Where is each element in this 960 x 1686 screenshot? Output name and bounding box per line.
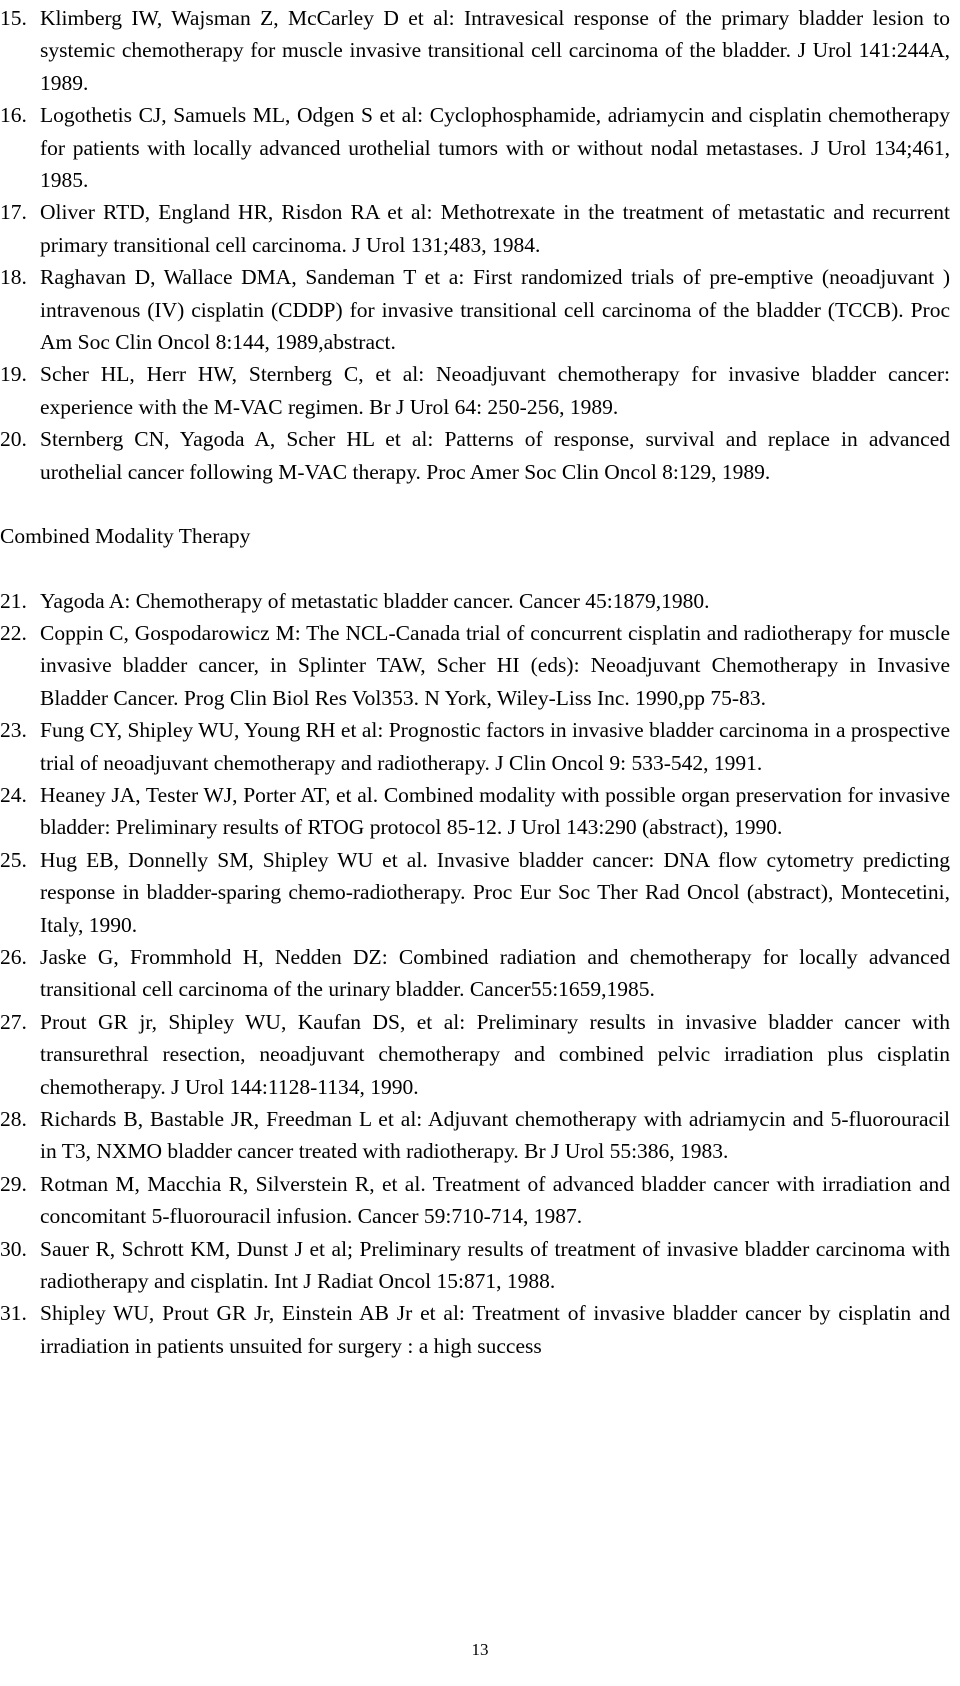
reference-text: Klimberg IW, Wajsman Z, McCarley D et al: Intravesical response of the primary bladder lesion to systemic chemotherapy for muscle invasive transitional cell carcinoma of the bladder. J Urol 141:244A, 1989. <box>40 6 950 95</box>
section-heading: Combined Modality Therapy <box>0 524 251 549</box>
reference-text: Yagoda A: Chemotherapy of metastatic bladder cancer. Cancer 45:1879,1980. <box>40 588 710 613</box>
reference-text: Richards B, Bastable JR, Freedman L et al: Adjuvant chemotherapy with adriamycin and 5-fluorouracil in T3, NXMO bladder cancer treated with radiotherapy. Br J Urol 55:386, 1983. <box>40 1107 950 1164</box>
reference-number: 15. <box>0 6 27 30</box>
reference-list-chemotherapy <box>0 2 960 488</box>
reference-item <box>0 196 960 261</box>
reference-item <box>0 617 960 714</box>
reference-item <box>0 261 960 358</box>
reference-item <box>0 844 960 941</box>
reference-number: 20. <box>0 427 27 452</box>
reference-number: 31. <box>0 1301 27 1326</box>
reference-text: Raghavan D, Wallace DMA, Sandeman T et a: First randomized trials of pre-emptive (neoadjuvant ) intravenous (IV) cisplatin (CDDP) for invasive transitional cell carcinoma of the bladder (TCCB). Proc Am Soc Clin Oncol 8:144, 1989,abstract. <box>40 265 950 355</box>
reference-number: 18. <box>0 265 27 290</box>
reference-list-combined-modality <box>0 585 960 1363</box>
reference-number: 19. <box>0 362 27 387</box>
reference-item <box>0 1297 960 1362</box>
reference-item <box>0 1006 960 1103</box>
reference-number: 22. <box>0 620 27 645</box>
reference-number: 17. <box>0 200 27 225</box>
reference-number: 29. <box>0 1171 27 1196</box>
reference-text: Jaske G, Frommhold H, Nedden DZ: Combined radiation and chemotherapy for locally advanced transitional cell carcinoma of the urinary bladder. Cancer55:1659,1985. <box>40 944 950 1002</box>
reference-item <box>0 423 960 488</box>
reference-item <box>0 99 960 196</box>
reference-text: Scher HL, Herr HW, Sternberg C, et al: Neoadjuvant chemotherapy for invasive bladder cancer: experience with the M-VAC regimen. Br J Urol 64: 250-256, 1989. <box>40 362 950 419</box>
reference-text: Heaney JA, Tester WJ, Porter AT, et al. Combined modality with possible organ preservation for invasive bladder: Preliminary results of RTOG protocol 85-12. J Urol 143:290 (abstract), 1990. <box>40 782 950 840</box>
reference-item <box>0 1233 960 1298</box>
reference-number: 23. <box>0 718 27 743</box>
reference-text: Logothetis CJ, Samuels ML, Odgen S et al: Cyclophosphamide, adriamycin and cisplatin chemotherapy for patients with locally advanced urothelial tumors with or without nodal metastases. J Urol 134;461, 1985. <box>40 103 950 193</box>
reference-item <box>0 358 960 423</box>
reference-text: Fung CY, Shipley WU, Young RH et al: Prognostic factors in invasive bladder carcinoma in a prospective trial of neoadjuvant chemotherapy and radiotherapy. J Clin Oncol 9: 533-542, 1991. <box>40 718 950 775</box>
reference-text: Sauer R, Schrott KM, Dunst J et al; Preliminary results of treatment of invasive bladder carcinoma with radiotherapy and cisplatin. Int J Radiat Oncol 15:871, 1988. <box>40 1236 950 1294</box>
reference-text: Coppin C, Gospodarowicz M: The NCL-Canada trial of concurrent cisplatin and radiotherapy for muscle invasive bladder cancer, in Splinter TAW, Scher HI (eds): Neoadjuvant Chemotherapy in Invasive Bladder Cancer. Prog Clin Biol Res Vol353. N York, Wiley-Liss Inc. 1990,pp 75-83. <box>40 620 950 710</box>
reference-text: Hug EB, Donnelly SM, Shipley WU et al. Invasive bladder cancer: DNA flow cytometry predicting response in bladder-sparing chemo-radiotherapy. Proc Eur Soc Ther Rad Oncol (abstract), Montecetini, Italy, 1990. <box>40 847 950 937</box>
reference-number: 25. <box>0 847 27 872</box>
reference-item <box>0 714 960 779</box>
reference-text: Rotman M, Macchia R, Silverstein R, et al. Treatment of advanced bladder cancer with irradiation and concomitant 5-fluorouracil infusion. Cancer 59:710-714, 1987. <box>40 1171 950 1229</box>
reference-item <box>0 1168 960 1233</box>
reference-item <box>0 1103 960 1168</box>
reference-item <box>0 2 960 99</box>
reference-item <box>0 941 960 1006</box>
reference-number: 24. <box>0 782 27 807</box>
reference-text: Shipley WU, Prout GR Jr, Einstein AB Jr et al: Treatment of invasive bladder cancer by cisplatin and irradiation in patients unsuited for surgery : a high success <box>40 1301 950 1358</box>
reference-text: Prout GR jr, Shipley WU, Kaufan DS, et al: Preliminary results in invasive bladder cancer with transurethral resection, neoadjuvant chemotherapy and combined pelvic irradiation plus cisplatin chemotherapy. J Urol 144:1128-1134, 1990. <box>40 1009 950 1099</box>
document-content <box>0 2 960 1362</box>
reference-number: 21. <box>0 588 27 613</box>
reference-item <box>0 779 960 844</box>
reference-number: 28. <box>0 1107 27 1131</box>
reference-text: Oliver RTD, England HR, Risdon RA et al: Methotrexate in the treatment of metastatic and recurrent primary transitional cell carcinoma. J Urol 131;483, 1984. <box>40 200 950 257</box>
reference-text: Sternberg CN, Yagoda A, Scher HL et al: Patterns of response, survival and replace in advanced urothelial cancer following M-VAC therapy. Proc Amer Soc Clin Oncol 8:129, 1989. <box>40 427 950 484</box>
reference-item <box>0 585 960 617</box>
reference-number: 16. <box>0 103 27 128</box>
reference-number: 27. <box>0 1009 27 1034</box>
page-number: 13 <box>471 1640 489 1659</box>
reference-number: 26. <box>0 944 27 969</box>
reference-number: 30. <box>0 1236 27 1261</box>
